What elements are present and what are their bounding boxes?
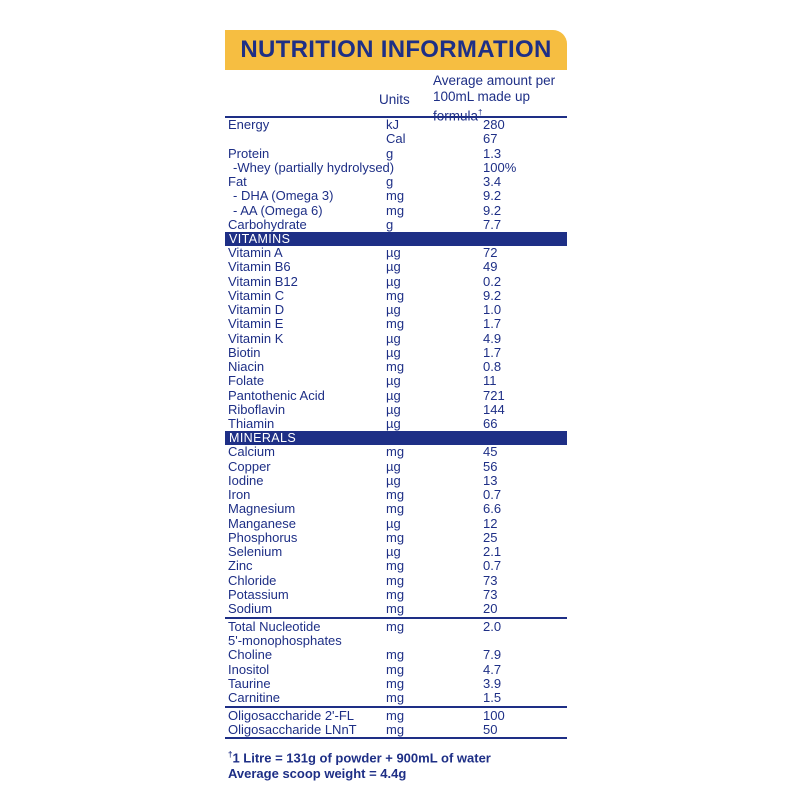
footer-rule <box>225 737 567 739</box>
nutrient-unit: mg <box>386 188 405 204</box>
units-header: Units <box>379 92 410 107</box>
nutrient-value: 72 <box>483 245 498 260</box>
nutrient-row <box>225 218 567 232</box>
nutrient-value: 0.7 <box>483 487 502 502</box>
footnote <box>225 747 567 780</box>
nutrient-row <box>225 677 567 691</box>
footnote-line1: 1 Litre = 131g of powder + 900mL of water <box>232 750 491 766</box>
nutrient-unit: mg <box>386 501 405 517</box>
nutrient-value: 20 <box>483 601 498 616</box>
nutrient-name: - DHA (Omega 3) <box>233 188 334 204</box>
nutrient-value: 0.7 <box>483 558 502 574</box>
nutrient-row <box>225 360 567 374</box>
nutrient-row <box>225 474 567 488</box>
nutrient-name: Magnesium <box>228 501 296 517</box>
nutrient-unit: mg <box>386 586 405 602</box>
nutrient-row <box>225 517 567 531</box>
nutrient-row <box>225 175 567 189</box>
nutrient-unit: µg <box>386 302 401 317</box>
nutrient-name: 5'-monophosphates <box>228 633 342 648</box>
nutrient-row <box>225 189 567 203</box>
nutrient-row <box>225 346 567 360</box>
nutrient-row <box>225 691 567 705</box>
nutrient-unit: g <box>386 145 394 161</box>
nutrient-value: 1.0 <box>483 302 502 317</box>
nutrient-value: 7.7 <box>483 216 502 232</box>
nutrient-value: 1.7 <box>483 344 502 360</box>
nutrient-value: 45 <box>483 444 498 460</box>
nutrient-value: 73 <box>483 572 498 588</box>
vitamins-section <box>225 246 567 431</box>
nutrient-unit: µg <box>386 273 401 289</box>
nutrient-unit: g <box>386 216 394 232</box>
column-header <box>225 70 567 124</box>
nutrient-row <box>225 260 567 274</box>
nutrient-unit: Cal <box>386 131 406 147</box>
nutrient-unit: µg <box>386 544 401 559</box>
nutrient-name: Vitamin D <box>228 302 285 317</box>
nutrient-unit: µg <box>386 330 401 346</box>
nutrient-unit: µg <box>386 401 401 417</box>
nutrient-value: 280 <box>483 117 505 132</box>
nutrient-name: Thiamin <box>228 416 275 431</box>
nutrient-name: Vitamin K <box>228 330 284 346</box>
nutrient-value: 9.2 <box>483 188 502 204</box>
nutrient-unit: mg <box>386 359 405 374</box>
nutrient-value: 100 <box>483 707 505 723</box>
nutrient-value: 73 <box>483 586 498 602</box>
nutrient-row <box>225 723 567 737</box>
nutrient-unit: kJ <box>386 117 399 132</box>
nutrient-value: 1.3 <box>483 145 502 161</box>
nutrient-unit: mg <box>386 690 405 705</box>
nutrient-value: 721 <box>483 387 505 403</box>
nutrient-row <box>225 460 567 474</box>
nutrient-row <box>225 648 567 662</box>
nutrient-unit: µg <box>386 515 401 531</box>
nutrient-row <box>225 303 567 317</box>
nutrient-value: 56 <box>483 458 498 474</box>
footnote-line2: Average scoop weight = 4.4g <box>228 765 407 781</box>
panel-title: NUTRITION INFORMATION <box>225 30 567 70</box>
nutrient-name: Taurine <box>228 675 271 691</box>
nutrient-name: Carbohydrate <box>228 216 307 232</box>
nutrient-unit: mg <box>386 444 405 460</box>
nutrient-name: Inositol <box>228 661 270 677</box>
average-header-line2: 100mL made up formula <box>433 89 531 124</box>
nutrient-row <box>225 545 567 559</box>
nutrient-name: Fat <box>228 174 247 189</box>
nutrient-value: 3.9 <box>483 675 502 691</box>
nutrient-name: Vitamin B6 <box>228 259 291 275</box>
nutrient-name: Protein <box>228 145 270 161</box>
nutrient-name: Iodine <box>228 472 264 488</box>
nutrient-row <box>225 389 567 403</box>
nutrient-value: 2.1 <box>483 544 502 559</box>
nutrient-name: Carnitine <box>228 690 281 705</box>
nutrient-name: Choline <box>228 647 273 663</box>
nutrient-name: -Whey (partially hydrolysed) <box>233 159 395 175</box>
nutrient-unit: µg <box>386 416 401 431</box>
nutrient-row <box>225 417 567 431</box>
nutrient-row <box>225 502 567 516</box>
nutrient-row <box>225 709 567 723</box>
nutrient-name: Oligosaccharide 2'-FL <box>228 707 355 723</box>
vitamins-band: VITAMINS <box>225 232 567 246</box>
nutrient-unit: µg <box>386 373 401 389</box>
nutrition-panel <box>225 30 567 781</box>
nutrient-unit: mg <box>386 487 405 502</box>
nutrient-row <box>225 147 567 161</box>
nutrient-name: Niacin <box>228 359 265 374</box>
nutrient-name: Zinc <box>228 558 253 574</box>
nutrient-value: 144 <box>483 401 505 417</box>
nutrient-value: 1.5 <box>483 690 502 705</box>
nutrient-row <box>225 118 567 132</box>
nutrient-unit: µg <box>386 259 401 275</box>
nutrient-value: 4.9 <box>483 330 502 346</box>
nutrient-row <box>225 620 567 634</box>
nutrient-name: Oligosaccharide LNnT <box>228 722 357 737</box>
nutrient-value: 1.7 <box>483 316 502 332</box>
footnote-dagger: † <box>228 750 233 760</box>
nutrient-row <box>225 663 567 677</box>
nutrient-row <box>225 161 567 175</box>
nutrient-value: 66 <box>483 416 498 431</box>
nutrient-unit: mg <box>386 647 405 663</box>
nutrient-name: Copper <box>228 458 271 474</box>
nutrient-name: Vitamin C <box>228 287 285 303</box>
nutrient-unit: mg <box>386 661 405 677</box>
nutrient-name: Sodium <box>228 601 273 616</box>
nutrient-name: Folate <box>228 373 265 389</box>
nutrient-row <box>225 445 567 459</box>
minerals-band: MINERALS <box>225 431 567 445</box>
nutrient-name: Biotin <box>228 344 261 360</box>
nutrient-name: Calcium <box>228 444 275 460</box>
nutrient-unit: mg <box>386 722 405 737</box>
nutrient-name: Pantothenic Acid <box>228 387 325 403</box>
general-section <box>225 118 567 232</box>
nutrient-name: Vitamin B12 <box>228 273 298 289</box>
nutrient-value: 12 <box>483 515 498 531</box>
others-section <box>225 620 567 706</box>
nutrient-name: - AA (Omega 6) <box>233 202 323 218</box>
nutrient-name: Selenium <box>228 544 283 559</box>
nutrient-unit: µg <box>386 344 401 360</box>
nutrient-unit: g <box>386 174 394 189</box>
nutrient-unit: µg <box>386 458 401 474</box>
nutrient-row <box>225 204 567 218</box>
nutrient-value: 49 <box>483 259 498 275</box>
nutrient-value: 0.8 <box>483 359 502 374</box>
nutrient-name: Manganese <box>228 515 296 531</box>
nutrient-value: 2.0 <box>483 618 502 634</box>
nutrient-row <box>225 275 567 289</box>
oligosaccharides-section <box>225 709 567 738</box>
nutrient-name: Riboflavin <box>228 401 286 417</box>
nutrient-unit: mg <box>386 707 405 723</box>
nutrient-unit: µg <box>386 387 401 403</box>
nutrient-value: 13 <box>483 472 498 488</box>
minerals-section <box>225 445 567 616</box>
nutrient-row <box>225 332 567 346</box>
nutrient-name: Energy <box>228 117 270 132</box>
nutrient-value: 11 <box>483 373 497 389</box>
nutrient-unit: mg <box>386 558 405 574</box>
nutrient-value: 0.2 <box>483 273 502 289</box>
nutrient-unit: mg <box>386 675 405 691</box>
nutrient-row <box>225 588 567 602</box>
nutrient-row <box>225 602 567 616</box>
nutrient-row <box>225 531 567 545</box>
nutrient-row <box>225 132 567 146</box>
nutrient-unit: mg <box>386 618 405 634</box>
nutrient-value: 7.9 <box>483 647 502 663</box>
nutrient-value: 4.7 <box>483 661 502 677</box>
average-header-line1: Average amount per <box>433 73 556 88</box>
nutrient-name: Vitamin E <box>228 316 284 332</box>
nutrient-unit: µg <box>386 245 401 260</box>
nutrient-row <box>225 574 567 588</box>
nutrient-row <box>225 488 567 502</box>
nutrient-unit: mg <box>386 202 405 218</box>
nutrient-value: 9.2 <box>483 287 502 303</box>
dagger-mark: † <box>478 108 483 117</box>
nutrient-row <box>225 246 567 260</box>
nutrient-value: 50 <box>483 722 498 737</box>
nutrient-unit: mg <box>386 316 405 332</box>
nutrient-row <box>225 403 567 417</box>
nutrient-unit: mg <box>386 287 405 303</box>
nutrient-name: Iron <box>228 487 251 502</box>
nutrient-row <box>225 317 567 331</box>
nutrient-unit: mg <box>386 572 405 588</box>
nutrient-name: Phosphorus <box>228 529 298 545</box>
nutrient-name: Vitamin A <box>228 245 283 260</box>
nutrient-row <box>225 289 567 303</box>
nutrient-value: 9.2 <box>483 202 502 218</box>
nutrient-name: Chloride <box>228 572 277 588</box>
nutrient-value: 3.4 <box>483 174 502 189</box>
nutrient-name: Total Nucleotide <box>228 618 321 634</box>
nutrient-row <box>225 634 567 648</box>
nutrient-name: Potassium <box>228 586 289 602</box>
nutrient-unit: mg <box>386 601 405 616</box>
nutrient-unit: µg <box>386 472 401 488</box>
nutrient-row <box>225 374 567 388</box>
nutrient-value: 6.6 <box>483 501 502 517</box>
nutrient-row <box>225 559 567 573</box>
nutrient-unit: mg <box>386 529 405 545</box>
nutrient-value: 100% <box>483 159 517 175</box>
nutrient-value: 67 <box>483 131 498 147</box>
nutrient-value: 25 <box>483 529 498 545</box>
